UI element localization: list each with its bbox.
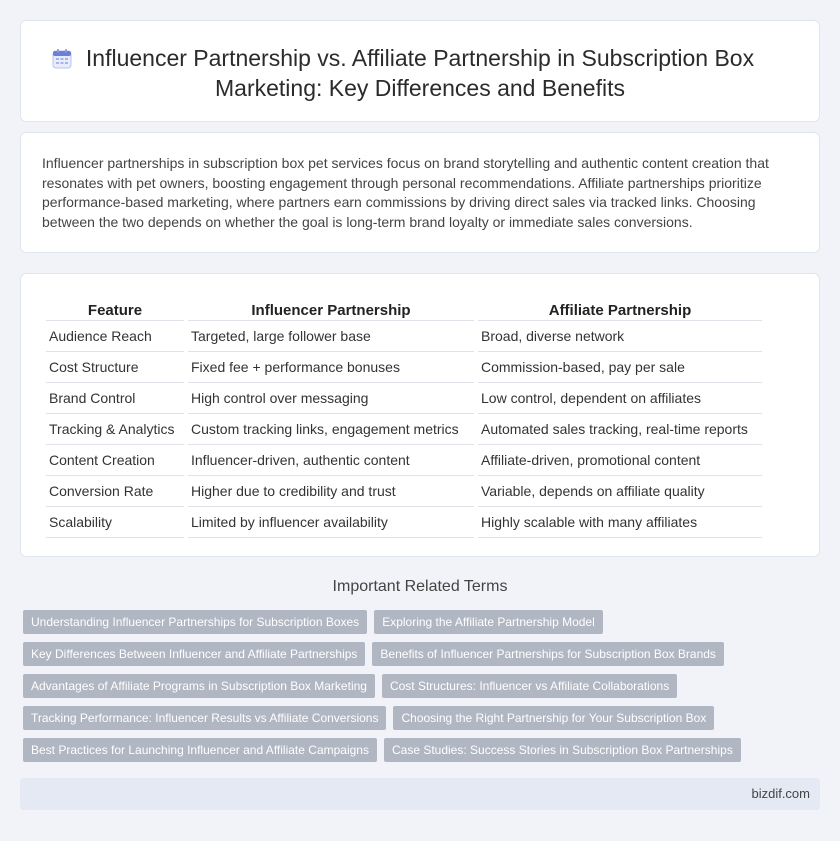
table-cell: Content Creation	[46, 445, 184, 476]
table-cell: Highly scalable with many affiliates	[478, 507, 762, 538]
table-cell: Affiliate-driven, promotional content	[478, 445, 762, 476]
intro-card	[20, 132, 820, 253]
table-row	[46, 507, 762, 538]
related-term-link[interactable]: Understanding Influencer Partnerships for Subscription Boxes	[23, 610, 367, 634]
table-cell: Conversion Rate	[46, 476, 184, 507]
related-term-link[interactable]: Cost Structures: Influencer vs Affiliate Collaborations	[382, 674, 677, 698]
tag-row	[23, 738, 823, 762]
title-card	[20, 20, 820, 122]
related-term-link[interactable]: Choosing the Right Partnership for Your Subscription Box	[393, 706, 714, 730]
tag-row	[23, 610, 823, 634]
table-cell: Broad, diverse network	[478, 321, 762, 352]
table-cell: Limited by influencer availability	[188, 507, 474, 538]
related-term-link[interactable]: Tracking Performance: Influencer Results vs Affiliate Conversions	[23, 706, 386, 730]
table-row	[46, 321, 762, 352]
table-cell: Influencer-driven, authentic content	[188, 445, 474, 476]
tag-row	[23, 642, 823, 666]
table-cell: Fixed fee + performance bonuses	[188, 352, 474, 383]
table-row	[46, 476, 762, 507]
title-line-1: Influencer Partnership vs. Affiliate Partnership in Subscription Box	[85, 45, 755, 71]
column-header: Feature	[46, 296, 184, 321]
comparison-table	[42, 296, 766, 538]
table-cell: Higher due to credibility and trust	[188, 476, 474, 507]
table-cell: High control over messaging	[188, 383, 474, 414]
table-cell: Variable, depends on affiliate quality	[478, 476, 762, 507]
comparison-card	[20, 273, 820, 557]
related-term-link[interactable]: Key Differences Between Influencer and Affiliate Partnerships	[23, 642, 365, 666]
column-header: Affiliate Partnership	[478, 296, 762, 321]
related-term-link[interactable]: Benefits of Influencer Partnerships for Subscription Box Brands	[372, 642, 724, 666]
tag-row	[23, 674, 823, 698]
table-cell: Brand Control	[46, 383, 184, 414]
related-term-link[interactable]: Advantages of Affiliate Programs in Subscription Box Marketing	[23, 674, 375, 698]
title-line-2: Marketing: Key Differences and Benefits	[215, 75, 625, 101]
related-term-link[interactable]: Case Studies: Success Stories in Subscription Box Partnerships	[384, 738, 741, 762]
site-credit[interactable]: bizdif.com	[751, 786, 810, 801]
table-header-row	[46, 296, 762, 321]
table-cell: Audience Reach	[46, 321, 184, 352]
table-row	[46, 352, 762, 383]
related-terms-list	[23, 610, 823, 770]
table-row	[46, 414, 762, 445]
column-header: Influencer Partnership	[188, 296, 474, 321]
footer-bar	[20, 778, 820, 810]
related-terms-heading: Important Related Terms	[332, 578, 508, 595]
table-row	[46, 383, 762, 414]
table-row	[46, 445, 762, 476]
table-cell: Automated sales tracking, real-time reports	[478, 414, 762, 445]
table-cell: Commission-based, pay per sale	[478, 352, 762, 383]
tag-row	[23, 706, 823, 730]
table-cell: Cost Structure	[46, 352, 184, 383]
related-term-link[interactable]: Best Practices for Launching Influencer and Affiliate Campaigns	[23, 738, 377, 762]
table-cell: Custom tracking links, engagement metrics	[188, 414, 474, 445]
related-term-link[interactable]: Exploring the Affiliate Partnership Model	[374, 610, 603, 634]
table-cell: Scalability	[46, 507, 184, 538]
page-title	[86, 43, 754, 103]
intro-paragraph: Influencer partnerships in subscription box pet services focus on brand storytelling and authentic content creation that resonates with pet owners, boosting engagement through personal recommendations. Affiliate partnerships prioritize performance-based marketing, where partners earn commissions by driving direct sales via tracked links. Choosing between the two depends on whether the goal is long-term brand loyalty or immediate sales conversions.	[42, 155, 769, 230]
table-cell: Targeted, large follower base	[188, 321, 474, 352]
table-cell: Tracking & Analytics	[46, 414, 184, 445]
table-cell: Low control, dependent on affiliates	[478, 383, 762, 414]
